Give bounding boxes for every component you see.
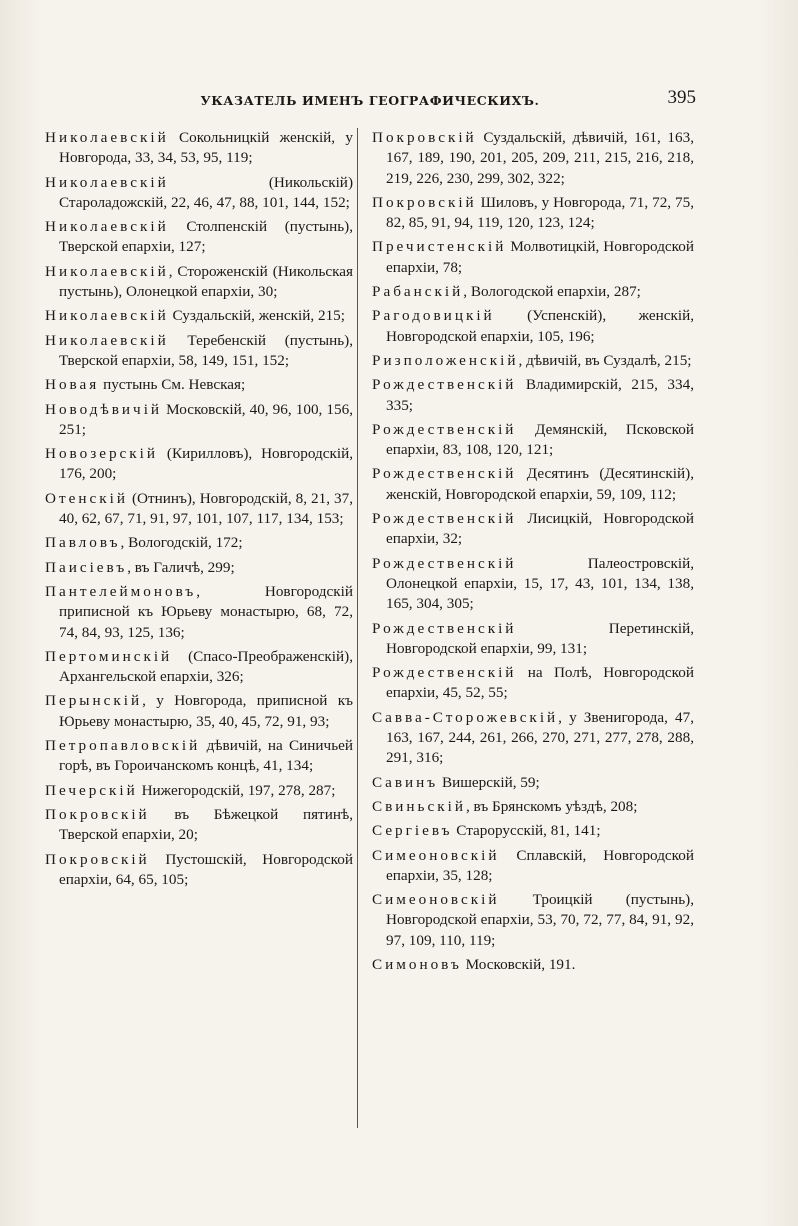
index-entry	[45, 558, 353, 578]
entry-text: Московскій, 40, 96, 100, 156, 251;	[59, 400, 353, 438]
entry-heading: Симоновъ	[372, 955, 462, 973]
index-entry	[372, 237, 694, 278]
index-entry	[372, 663, 694, 704]
index-entry	[372, 306, 694, 347]
entry-text: Столпенскій (пустынь), Тверской епархіи, 127;	[59, 218, 353, 256]
entry-text: , у Звенигорода, 47, 163, 167, 244, 261, 266, 270, 271, 277, 278, 288, 291, 316;	[386, 708, 694, 767]
entry-heading: Рождественскій	[372, 554, 517, 572]
entry-heading: Рождественскій	[372, 619, 517, 637]
right-column	[372, 128, 694, 979]
index-entry	[45, 331, 353, 372]
entry-heading: Рагодовицкій	[372, 307, 495, 325]
entry-text: Вишерскій, 59;	[438, 773, 540, 791]
entry-text: Теребенскій (пустынь), Тверской епархіи, 58, 149, 151, 152;	[59, 331, 353, 369]
index-entry	[372, 509, 694, 550]
entry-text: , Вологодской епархіи, 287;	[463, 283, 641, 301]
entry-heading: Покровскій	[45, 850, 150, 868]
entry-text: , у Новгорода, приписной къ Юрьеву монастырю, 35, 40, 45, 72, 91, 93;	[59, 692, 353, 730]
entry-heading: Николаевскій	[45, 218, 169, 236]
index-entry	[45, 805, 353, 846]
entry-text: , въ Брянскомъ уѣздѣ, 208;	[465, 797, 638, 815]
entry-heading: Симеоновскій	[372, 846, 500, 864]
index-entry	[45, 489, 353, 530]
index-entry	[45, 128, 353, 169]
entry-text: въ Бѣжецкой пятинѣ, Тверской епархіи, 20;	[59, 805, 353, 844]
entry-heading: Свиньскій	[372, 797, 466, 815]
entry-text: Нижегородскій, 197, 278, 287;	[137, 781, 336, 799]
entry-heading: Покровскій	[372, 193, 477, 211]
entry-text: Шиловъ, у Новгорода, 71, 72, 75, 82, 85, 91, 94, 119, 120, 123, 124;	[386, 193, 694, 232]
entry-text: , въ Галичѣ, 299;	[127, 558, 235, 576]
index-entry	[372, 351, 694, 371]
entry-heading: Новозерскій	[45, 445, 159, 463]
entry-heading: Пантелеймоновъ	[45, 582, 197, 600]
entry-heading: Отенскій	[45, 489, 128, 507]
entry-text: , дѣвичій, въ Суздалѣ, 215;	[518, 351, 692, 369]
index-entry	[372, 955, 694, 975]
entry-text: Палеостровскій, Олонецкой епархіи, 15, 17, 43, 101, 134, 138, 165, 304, 305;	[386, 554, 694, 613]
entry-heading: Николаевскій	[45, 262, 169, 280]
entry-heading: Сергіевъ	[372, 822, 453, 840]
entry-text: Перетинскій, Новгородской епархіи, 99, 131;	[386, 619, 694, 657]
index-entry	[372, 554, 694, 615]
left-column	[45, 128, 353, 894]
index-entry	[45, 850, 353, 891]
index-entry	[45, 262, 353, 303]
index-entry	[372, 464, 694, 505]
entry-heading: Рождественскій	[372, 510, 517, 528]
entry-heading: Николаевскій	[45, 173, 169, 191]
entry-heading: Рождественскій	[372, 465, 517, 483]
entry-text: Сплавскій, Новгородской епархіи, 35, 128;	[386, 846, 694, 884]
entry-heading: Симеоновскій	[372, 891, 500, 909]
entry-text: Пустошскій, Новгородской епархіи, 64, 65, 105;	[59, 850, 353, 888]
index-entry	[372, 846, 694, 887]
entry-heading: Савинъ	[372, 773, 439, 791]
entry-heading: Рождественскій	[372, 420, 517, 438]
entry-text: (Кирилловъ), Новгородскій, 176, 200;	[59, 445, 353, 483]
entry-heading: Паисіевъ	[45, 558, 128, 576]
index-entry	[372, 890, 694, 951]
entry-text: Московскій, 191.	[461, 955, 576, 973]
entry-heading: Рабанскій	[372, 283, 464, 301]
index-entry	[372, 619, 694, 660]
entry-text: , Стороженскій (Никольская пустынь), Олонецкой епархіи, 30;	[59, 262, 353, 301]
entry-text: Лисицкій, Новгородской епархіи, 32;	[386, 510, 694, 548]
entry-heading: Савва-Сторожевскій	[372, 708, 559, 726]
entry-text: Сокольницкій женскій, у Новгорода, 33, 34, 53, 95, 119;	[59, 129, 353, 167]
entry-text: (Отнинъ), Новгородскій, 8, 21, 37, 40, 62, 67, 71, 91, 97, 101, 107, 117, 134, 153;	[59, 489, 353, 528]
entry-text: пустынь См. Невская;	[99, 376, 246, 394]
entry-heading: Николаевскій	[45, 307, 169, 325]
index-entry	[372, 193, 694, 234]
running-title: УКАЗАТЕЛЬ ИМЕНЪ ГЕОГРАФИЧЕСКИХЪ.	[200, 93, 540, 108]
entry-heading: Петропавловскій	[45, 737, 201, 755]
entry-text: Троицкій (пустынь), Новгородской епархіи, 53, 70, 72, 77, 84, 91, 92, 97, 109, 110, 119;	[386, 891, 694, 949]
entry-text: (Успенскій), женскій, Новгородской епархіи, 105, 196;	[386, 307, 694, 345]
entry-text: дѣвичій, на Синичьей горѣ, въ Гороичанскомъ концѣ, 41, 134;	[59, 737, 353, 775]
entry-text: Десятинъ (Десятинскій), женскій, Новгородской епархіи, 59, 109, 112;	[386, 465, 694, 503]
index-entry	[45, 647, 353, 688]
page-number: 395	[667, 87, 696, 108]
index-entry	[45, 444, 353, 485]
column-divider	[357, 128, 358, 1128]
index-entry	[45, 781, 353, 801]
index-entry	[45, 400, 353, 441]
index-entry	[45, 375, 353, 395]
entry-text: Суздальскій, дѣвичій, 161, 163, 167, 189, 190, 201, 205, 209, 211, 215, 216, 218, 219, 226, 230, 299, 302, 322;	[386, 129, 694, 187]
entry-heading: Перынскій	[45, 692, 143, 710]
entry-text: Демянскій, Псковской епархіи, 83, 108, 120, 121;	[386, 420, 694, 459]
entry-text: Старорусскій, 81, 141;	[452, 822, 601, 840]
index-entry	[372, 821, 694, 841]
entry-heading: Николаевскій	[45, 129, 169, 146]
entry-heading: Покровскій	[372, 129, 477, 146]
index-entry	[372, 282, 694, 302]
entry-heading: Николаевскій	[45, 331, 169, 349]
entry-text: , Новгородскій приписной къ Юрьеву монастырю, 68, 72, 74, 84, 93, 125, 136;	[59, 582, 353, 641]
entry-text: на Полѣ, Новгородской епархіи, 45, 52, 55;	[386, 664, 694, 702]
index-entry	[45, 306, 353, 326]
entry-heading: Новодѣвичій	[45, 400, 163, 418]
entry-heading: Рождественскій	[372, 376, 517, 394]
page-header	[40, 87, 700, 117]
entry-heading: Павловъ	[45, 534, 121, 552]
index-entry	[45, 736, 353, 777]
index-entry	[45, 173, 353, 214]
entry-heading: Пертоминскій	[45, 647, 173, 665]
entry-text: (Никольскій) Староладожскій, 22, 46, 47, 88, 101, 144, 152;	[59, 173, 353, 211]
entry-heading: Новая	[45, 376, 100, 394]
index-entry	[45, 217, 353, 258]
index-entry	[372, 128, 694, 189]
entry-text: Владимирскій, 215, 334, 335;	[386, 376, 694, 414]
entry-heading: Печерскій	[45, 781, 138, 799]
entry-text: Молвотицкій, Новгородской епархіи, 78;	[386, 238, 694, 276]
index-entry	[45, 691, 353, 732]
index-entry	[372, 773, 694, 793]
entry-text: Суздальскій, женскій, 215;	[168, 307, 345, 325]
index-entry	[372, 420, 694, 461]
entry-text: (Спасо-Преображенскій), Архангельской епархіи, 326;	[59, 647, 353, 686]
index-entry	[45, 533, 353, 553]
entry-heading: Ризположенскій	[372, 351, 519, 369]
index-entry	[45, 582, 353, 643]
entry-heading: Пречистенскій	[372, 238, 507, 256]
entry-heading: Покровскій	[45, 805, 150, 823]
entry-text: , Вологодскій, 172;	[120, 534, 243, 552]
index-entry	[372, 708, 694, 769]
index-entry	[372, 375, 694, 416]
entry-heading: Рождественскій	[372, 664, 517, 682]
index-entry	[372, 797, 694, 817]
